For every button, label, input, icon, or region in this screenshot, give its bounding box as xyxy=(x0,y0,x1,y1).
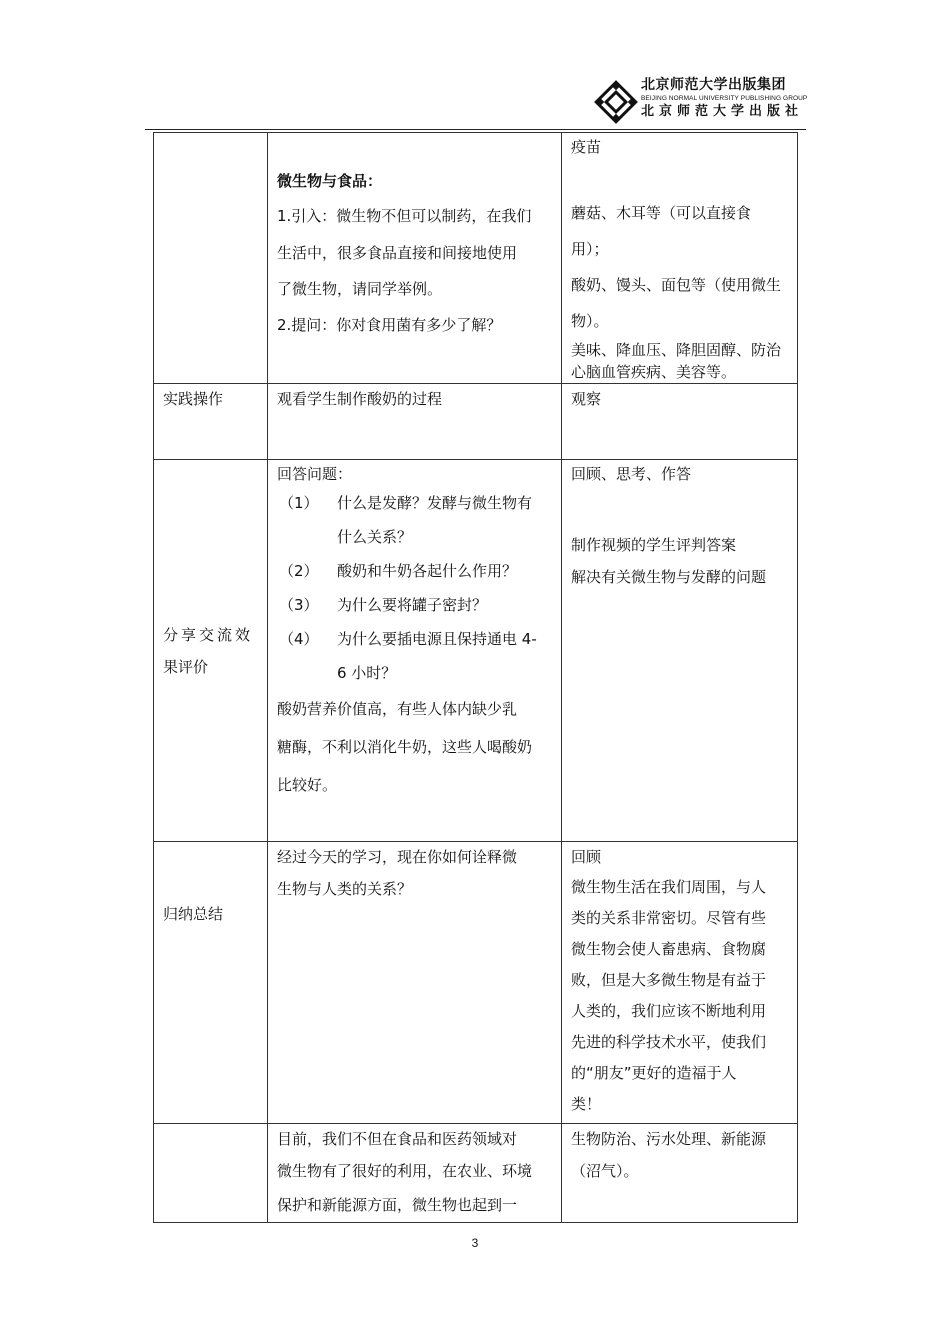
stage-cell xyxy=(154,384,268,460)
text-line: 类！ xyxy=(571,1095,602,1113)
teacher-activity-cell xyxy=(268,842,562,1124)
text-line: 人类的，我们应该不断地利用 xyxy=(571,1002,767,1020)
text-line: 了微生物，请同学举例。 xyxy=(277,280,443,298)
section-title: 微生物与食品： xyxy=(277,172,383,190)
text-line: 先进的科学技术水平，使我们 xyxy=(571,1033,767,1051)
student-activity-cell xyxy=(562,1124,798,1223)
question-number: （3） xyxy=(279,596,319,614)
question-item xyxy=(277,622,552,656)
text-line: 物）。 xyxy=(571,312,609,330)
header-divider xyxy=(145,129,806,130)
text-line: 观看学生制作酸奶的过程 xyxy=(277,390,443,408)
text-line: 目前，我们不但在食品和医药领域对 xyxy=(277,1130,518,1148)
text-line: 蘑菇、木耳等（可以直接食 xyxy=(571,204,752,222)
lesson-plan-table xyxy=(153,132,798,1223)
stage-cell xyxy=(154,842,268,1124)
stage-cell xyxy=(154,460,268,842)
question-item xyxy=(277,486,552,520)
text-line: 保护和新能源方面，微生物也起到一 xyxy=(277,1196,518,1214)
publisher-name-en: BEIJING NORMAL UNIVERSITY PUBLISHING GROUP xyxy=(641,95,808,102)
text-line: 解决有关微生物与发酵的问题 xyxy=(571,568,767,586)
publisher-emblem-icon xyxy=(594,80,638,124)
publisher-name-cn-secondary: 北京师范大学出版社 xyxy=(641,104,804,119)
text-line: 败，但是大多微生物是有益于 xyxy=(571,971,767,989)
text-line: 生活中，很多食品直接和间接地使用 xyxy=(277,244,518,262)
stage-label: 分享交流效 xyxy=(163,625,254,644)
question-text: 什么关系？ xyxy=(337,528,413,546)
stage-cell xyxy=(154,1124,268,1223)
stage-cell xyxy=(154,133,268,384)
text-line: 微生物生活在我们周围，与人 xyxy=(571,878,767,896)
table-row-share xyxy=(154,460,798,842)
question-number: （1） xyxy=(279,494,319,512)
teacher-activity-cell xyxy=(268,133,562,384)
question-item xyxy=(277,588,552,622)
stage-label: 果评价 xyxy=(163,657,209,676)
student-activity-cell xyxy=(562,842,798,1124)
text-line: （沼气）。 xyxy=(571,1162,639,1180)
question-number: （4） xyxy=(279,630,319,648)
student-activity-cell xyxy=(562,384,798,460)
teacher-activity-cell xyxy=(268,384,562,460)
question-text: 为什么要将罐子密封？ xyxy=(337,596,488,614)
question-text: 什么是发酵？发酵与微生物有 xyxy=(337,494,533,512)
text-line: 用）； xyxy=(571,240,609,258)
text-line: 经过今天的学习，现在你如何诠释微 xyxy=(277,848,518,866)
text-line: 回答问题： xyxy=(277,465,353,483)
text-line: 微生物有了很好的利用，在农业、环境 xyxy=(277,1162,533,1180)
text-line: 酸奶营养价值高，有些人体内缺少乳 xyxy=(277,700,518,718)
text-line: 观察 xyxy=(571,390,602,408)
table-row-summary xyxy=(154,842,798,1124)
publisher-logo xyxy=(594,76,808,122)
table-row-food xyxy=(154,133,798,384)
text-line: 糖酶，不利以消化牛奶，这些人喝酸奶 xyxy=(277,738,533,756)
text-line: 类的关系非常密切。尽管有些 xyxy=(571,909,767,927)
text-line: 生物防治、污水处理、新能源 xyxy=(571,1130,767,1148)
text-line: 生物与人类的关系？ xyxy=(277,880,413,898)
text-line: 回顾 xyxy=(571,848,602,866)
stage-label: 实践操作 xyxy=(163,390,224,408)
student-activity-cell xyxy=(562,460,798,842)
stage-label: 归纳总结 xyxy=(163,905,224,923)
text-line: 酸奶、馒头、面包等（使用微生 xyxy=(571,276,782,294)
text-line: 微生物会使人畜患病、食物腐 xyxy=(571,940,767,958)
text-line: 1.引入：微生物不但可以制药，在我们 xyxy=(277,207,532,225)
teacher-activity-cell xyxy=(268,1124,562,1223)
text-line: 制作视频的学生评判答案 xyxy=(571,536,737,554)
text-line: 美味、降血压、降胆固醇、防治 xyxy=(571,341,782,359)
text-line: 2.提问：你对食用菌有多少了解？ xyxy=(277,316,502,334)
student-activity-cell xyxy=(562,133,798,384)
question-number: （2） xyxy=(279,562,319,580)
question-text: 6 小时？ xyxy=(337,664,397,682)
teacher-activity-cell xyxy=(268,460,562,842)
publisher-name-cn: 北京师范大学出版集团 xyxy=(641,77,786,93)
table-row-extension xyxy=(154,1124,798,1223)
text-line: 回顾、思考、作答 xyxy=(571,465,692,483)
table-row-practice xyxy=(154,384,798,460)
question-text: 酸奶和牛奶各起什么作用？ xyxy=(337,562,518,580)
text-line: 疫苗 xyxy=(571,138,602,156)
page-number: 3 xyxy=(471,1236,479,1250)
text-line: 的“朋友”更好的造福于人 xyxy=(571,1064,737,1082)
text-line: 比较好。 xyxy=(277,776,338,794)
question-item xyxy=(277,554,552,588)
question-text: 为什么要插电源且保持通电 4- xyxy=(337,630,537,648)
text-line: 心脑血管疾病、美容等。 xyxy=(571,363,737,381)
